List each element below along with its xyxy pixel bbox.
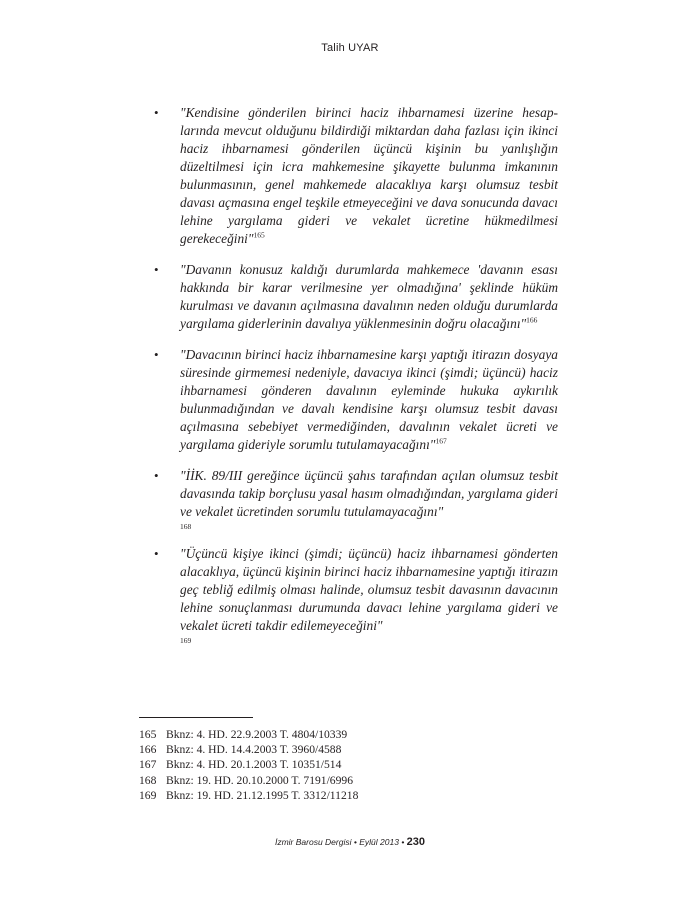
bullet-item: [146, 104, 558, 248]
footnote-ref[interactable]: 165: [253, 230, 265, 240]
bullet-icon: •: [154, 468, 159, 483]
footnote: [139, 727, 569, 742]
footnote-text: Bknz: 19. HD. 21.12.1995 T. 3312/11218: [166, 788, 359, 802]
quote-text: "Davacının birinci haciz ihbarnamesine karşı yaptığı itirazın dosyaya süresinde girmemesi nedeniyle, davacıya ikinci (şimdi; üçüncü) haciz ihbarnamesi gönderen davalının eyleminde hukuka aykırılık bulunmadığından ve davalı kendisine karşı olumsuz tesbit davası açılmasına sebebiyet vermediğinden, davalının vekalet ücreti ve yargılama gideriyle sorumlu tutulamayacağını": [180, 347, 558, 452]
bullet-item: [146, 545, 558, 646]
journal-name: İzmir Barosu Dergisi: [274, 837, 352, 847]
footnote-text: Bknz: 4. HD. 14.4.2003 T. 3960/4588: [166, 743, 342, 757]
footnote-number: 169: [139, 788, 157, 802]
bullet-item: [146, 346, 558, 454]
page-footer: [0, 836, 700, 848]
footnote-divider: [139, 717, 253, 718]
quote-text: "İİK. 89/III gereğince üçüncü şahıs tarafından açılan olumsuz tesbit davasında takip borçlusu yasal hasım olmadığından, yargılama gideri ve vekalet ücretinden sorumlu tutulamayacağını": [180, 468, 558, 519]
issue-date: Eylül 2013: [359, 837, 399, 847]
author-name: Talih UYAR: [321, 42, 379, 54]
footnote-number: 167: [139, 758, 157, 772]
footnote-text: Bknz: 4. HD. 22.9.2003 T. 4804/10339: [166, 728, 348, 741]
footnote: [139, 788, 569, 803]
bullet-icon: •: [154, 347, 159, 362]
footnotes: [139, 727, 569, 803]
bullet-item: [146, 467, 558, 532]
footnote-ref[interactable]: 168: [180, 522, 192, 531]
bullet-icon: •: [154, 546, 159, 561]
bullet-icon: •: [154, 105, 159, 120]
footnote-ref[interactable]: 167: [435, 436, 447, 446]
quote-text: "Davanın konusuz kaldığı durumlarda mahkemece 'davanın esası hakkında bir karar verilmesine yer olmadığına' şeklinde hüküm kurulması ve davanın açılmasına davalının neden olduğu durumlarda yargılama giderlerinin davalıya yüklenmesinin doğru olacağını": [180, 262, 558, 331]
page-number: 230: [406, 836, 426, 848]
separator-dot: •: [401, 837, 405, 847]
footnote-number: 165: [139, 728, 157, 741]
footnote-number: 166: [139, 743, 157, 757]
bullet-list: [146, 104, 558, 659]
footnote: [139, 757, 569, 772]
quote-text: "Üçüncü kişiye ikinci (şimdi; üçüncü) haciz ihbarnamesi gönderten alacaklıya, üçüncü kişinin birinci haciz ihbarnamesine yaptığı itirazın geç tebliğ edilmiş olması halinde, olumsuz tesbit davasının davacının lehine sonuçlanması durumunda davacı lehine yargılama gideri ve vekalet ücreti takdir edilemeyeceğini": [180, 546, 558, 633]
footnote: [139, 742, 569, 757]
footnote-text: Bknz: 4. HD. 20.1.2003 T. 10351/514: [166, 758, 342, 772]
running-header: [0, 42, 700, 54]
footnote-ref[interactable]: 166: [526, 315, 538, 325]
footnote-text: Bknz: 19. HD. 20.10.2000 T. 7191/6996: [166, 773, 353, 787]
separator-dot: •: [353, 837, 357, 847]
bullet-item: [146, 261, 558, 333]
footnote: [139, 773, 569, 788]
bullet-icon: •: [154, 262, 159, 277]
footnote-number: 168: [139, 773, 157, 787]
quote-text: "Kendisine gönderilen birinci haciz ihbarnamesi üzerine hesaplarında mevcut olduğunu bildirdiği miktardan daha fazlası için ikinci haciz ihbarnamesi gönderilen üçüncü kişinin bu yanlışlığın düzeltilmesi için icra mahkemesine şikayette bulunma imkanının bulunmasının, genel mahkemede alacaklıya karşı olumsuz tesbit davası açmasına engel teşkile etmeyeceğini ve dava sonucunda davacı lehine yargılama gideri ve vekalet ücretine hükmedilmesi gerekeceğini": [180, 105, 558, 246]
footnote-ref[interactable]: 169: [180, 636, 192, 645]
